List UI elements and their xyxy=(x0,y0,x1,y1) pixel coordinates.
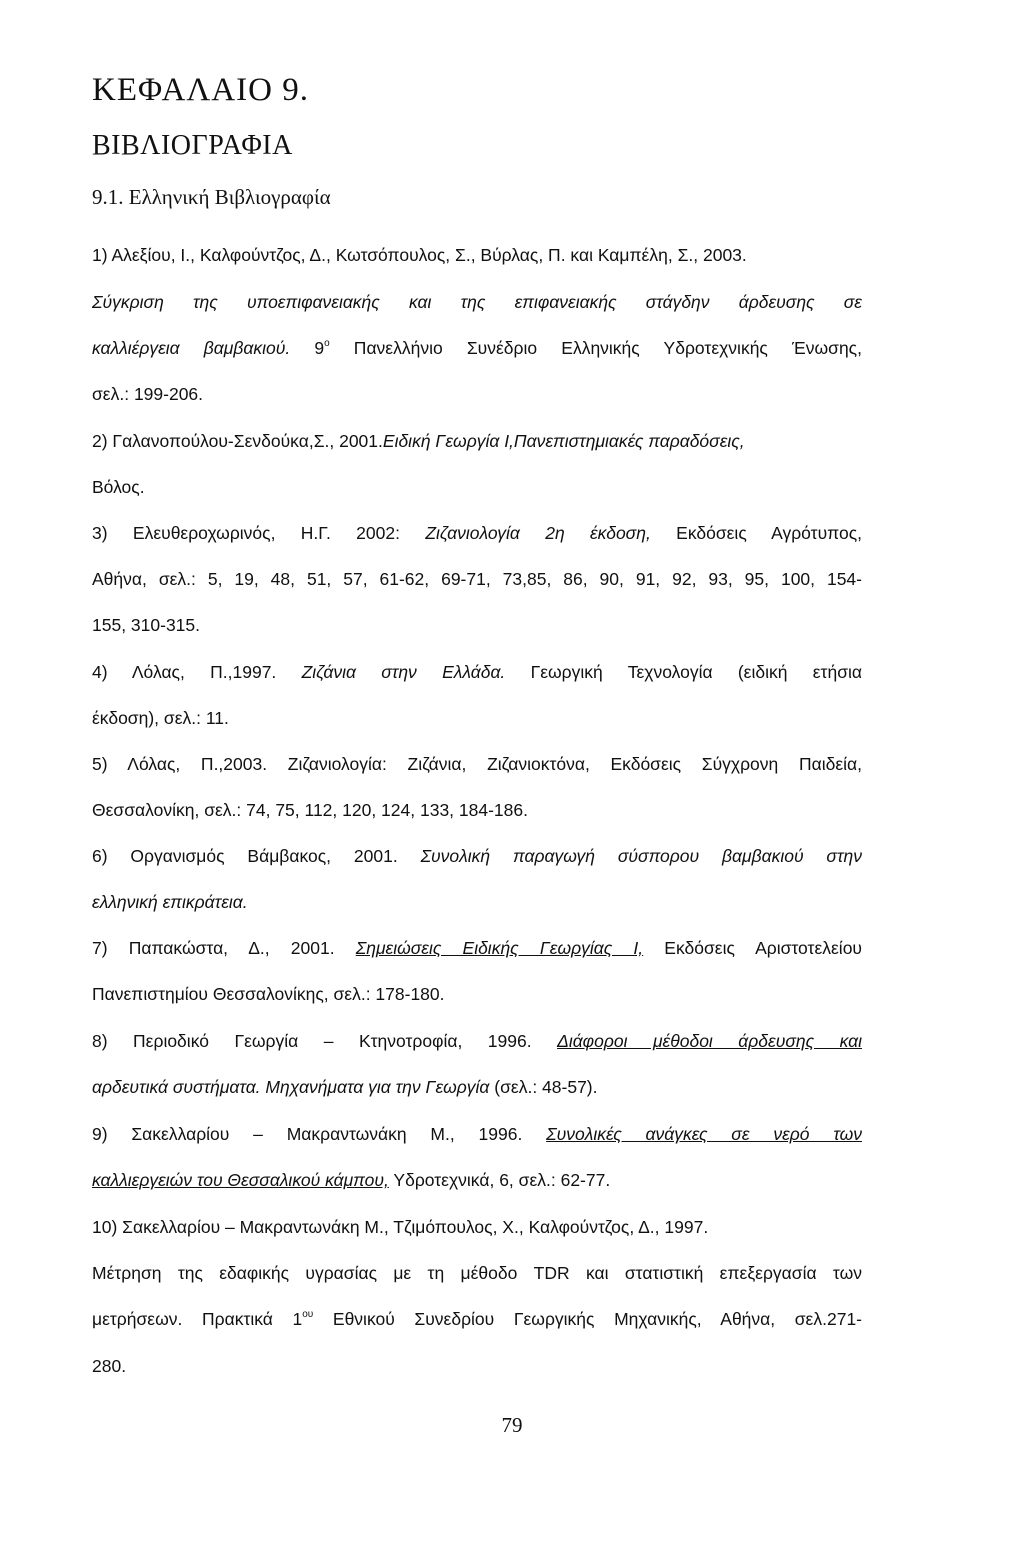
reference-number: 3) xyxy=(92,523,108,543)
reference-number: 10) xyxy=(92,1217,118,1237)
reference-number: 5) xyxy=(92,754,108,774)
reference-1-line-1 xyxy=(92,245,747,266)
reference-number: 8) xyxy=(92,1031,108,1051)
reference-text: Γαλανοπούλου-Σενδούκα,Σ., 2001. xyxy=(107,431,383,451)
reference-10-line-4: 280. xyxy=(92,1356,127,1376)
reference-text: Σακελλαρίου – Μακραντωνάκη Μ., 1996. xyxy=(107,1124,547,1144)
section-title: ΒΙΒΛΙΟΓΡΑΦΙΑ xyxy=(92,130,293,161)
chapter-title: ΚΕΦΑΛΑΙΟ 9. xyxy=(92,72,309,108)
reference-1-line-4: σελ.: 199-206. xyxy=(92,384,204,404)
reference-1-line-3 xyxy=(92,338,862,359)
reference-title: Ειδική Γεωργία Ι,Πανεπιστημιακές παραδόσεις, xyxy=(382,431,745,451)
reference-3-line-3: 155, 310-315. xyxy=(92,615,201,635)
reference-1-line-2: Σύγκριση της υποεπιφανειακής και της επιφανειακής στάγδην άρδευσης σε xyxy=(92,292,862,312)
reference-4-line-2: έκδοση), σελ.: 11. xyxy=(92,708,229,728)
reference-text: Πανελλήνιο Συνέδριο Ελληνικής Υδροτεχνικής Ένωσης, xyxy=(329,338,862,358)
reference-7-line-2: Πανεπιστημίου Θεσσαλονίκης, σελ.: 178-180. xyxy=(92,984,445,1004)
reference-2-line-1 xyxy=(92,431,745,452)
reference-3-line-1 xyxy=(92,523,862,544)
reference-title: καλλιέργεια βαμβακιού. xyxy=(92,338,291,358)
reference-text: Λόλας, Π.,1997. xyxy=(107,662,302,682)
reference-6-line-1 xyxy=(92,846,862,867)
reference-text: Γεωργική Τεχνολογία (ειδική ετήσια xyxy=(505,662,863,682)
reference-number: 2) xyxy=(92,431,108,451)
reference-number: 1) xyxy=(92,245,108,265)
superscript: ο xyxy=(324,338,330,349)
reference-8-line-2 xyxy=(92,1077,598,1098)
reference-10-line-3 xyxy=(92,1309,862,1330)
reference-text: Εκδόσεις Αριστοτελείου xyxy=(643,938,862,958)
reference-text: Παπακώστα, Δ., 2001. xyxy=(107,938,356,958)
reference-5-line-1 xyxy=(92,754,862,775)
reference-text: 9 xyxy=(290,338,325,358)
reference-number: 6) xyxy=(92,846,108,866)
reference-text: Οργανισμός Βάμβακος, 2001. xyxy=(107,846,421,866)
reference-10-line-2: Μέτρηση της εδαφικής υγρασίας με τη μέθοδο TDR και στατιστική επεξεργασία των xyxy=(92,1263,862,1283)
reference-number: 4) xyxy=(92,662,108,682)
reference-5-line-2: Θεσσαλονίκη, σελ.: 74, 75, 112, 120, 124, 133, 184-186. xyxy=(92,800,528,820)
reference-6-line-2: ελληνική επικράτεια. xyxy=(92,892,248,912)
superscript: ου xyxy=(302,1309,314,1320)
reference-9-line-2 xyxy=(92,1170,610,1191)
reference-text: Λόλας, Π.,2003. Ζιζανιολογία: Ζιζάνια, Ζιζανιοκτόνα, Εκδόσεις Σύγχρονη Παιδεία, xyxy=(107,754,862,774)
reference-4-line-1 xyxy=(92,662,862,683)
reference-title: Διάφοροι μέθοδοι άρδευσης και xyxy=(557,1031,862,1051)
reference-text: Εκδόσεις Αγρότυπος, xyxy=(650,523,862,543)
reference-title: καλλιεργειών του Θεσσαλικού κάμπου, xyxy=(92,1170,389,1190)
reference-title: αρδευτικά συστήματα. Μηχανήματα για την Γεωργία xyxy=(92,1077,490,1097)
reference-text: Ελευθεροχωρινός, Η.Γ. 2002: xyxy=(107,523,426,543)
subsection-title: 9.1. Ελληνική Βιβλιογραφία xyxy=(92,185,331,209)
reference-7-line-1 xyxy=(92,938,862,959)
reference-text: (σελ.: 48-57). xyxy=(489,1077,598,1097)
reference-title: Συνολική παραγωγή σύσπορου βαμβακιού στην xyxy=(420,846,862,866)
reference-text: Εθνικού Συνεδρίου Γεωργικής Μηχανικής, Αθήνα, σελ.271- xyxy=(313,1309,862,1329)
reference-text: Υδροτεχνικά, 6, σελ.: 62-77. xyxy=(388,1170,611,1190)
reference-text: μετρήσεων. Πρακτικά 1 xyxy=(92,1309,303,1329)
reference-2-line-2: Βόλος. xyxy=(92,477,145,497)
reference-8-line-1 xyxy=(92,1031,862,1052)
reference-title: Σημειώσεις Ειδικής Γεωργίας Ι, xyxy=(355,938,644,958)
reference-9-line-1 xyxy=(92,1124,862,1145)
reference-text: Σακελλαρίου – Μακραντωνάκη Μ., Τζιμόπουλος, Χ., Καλφούντζος, Δ., 1997. xyxy=(117,1217,709,1237)
reference-text: Περιοδικό Γεωργία – Κτηνοτροφία, 1996. xyxy=(107,1031,558,1051)
reference-title: Ζιζάνια στην Ελλάδα. xyxy=(301,662,506,682)
reference-number: 7) xyxy=(92,938,108,958)
reference-10-line-1 xyxy=(92,1217,708,1238)
reference-title: Ζιζανιολογία 2η έκδοση, xyxy=(425,523,651,543)
reference-3-line-2: Αθήνα, σελ.: 5, 19, 48, 51, 57, 61-62, 69-71, 73,85, 86, 90, 91, 92, 93, 95, 100, 154- xyxy=(92,569,862,589)
page-number: 79 xyxy=(501,1413,523,1437)
reference-text: Αλεξίου, Ι., Καλφούντζος, Δ., Κωτσόπουλος, Σ., Βύρλας, Π. και Καμπέλη, Σ., 2003. xyxy=(107,245,747,265)
reference-title: Συνολικές ανάγκες σε νερό των xyxy=(546,1124,862,1144)
reference-number: 9) xyxy=(92,1124,108,1144)
